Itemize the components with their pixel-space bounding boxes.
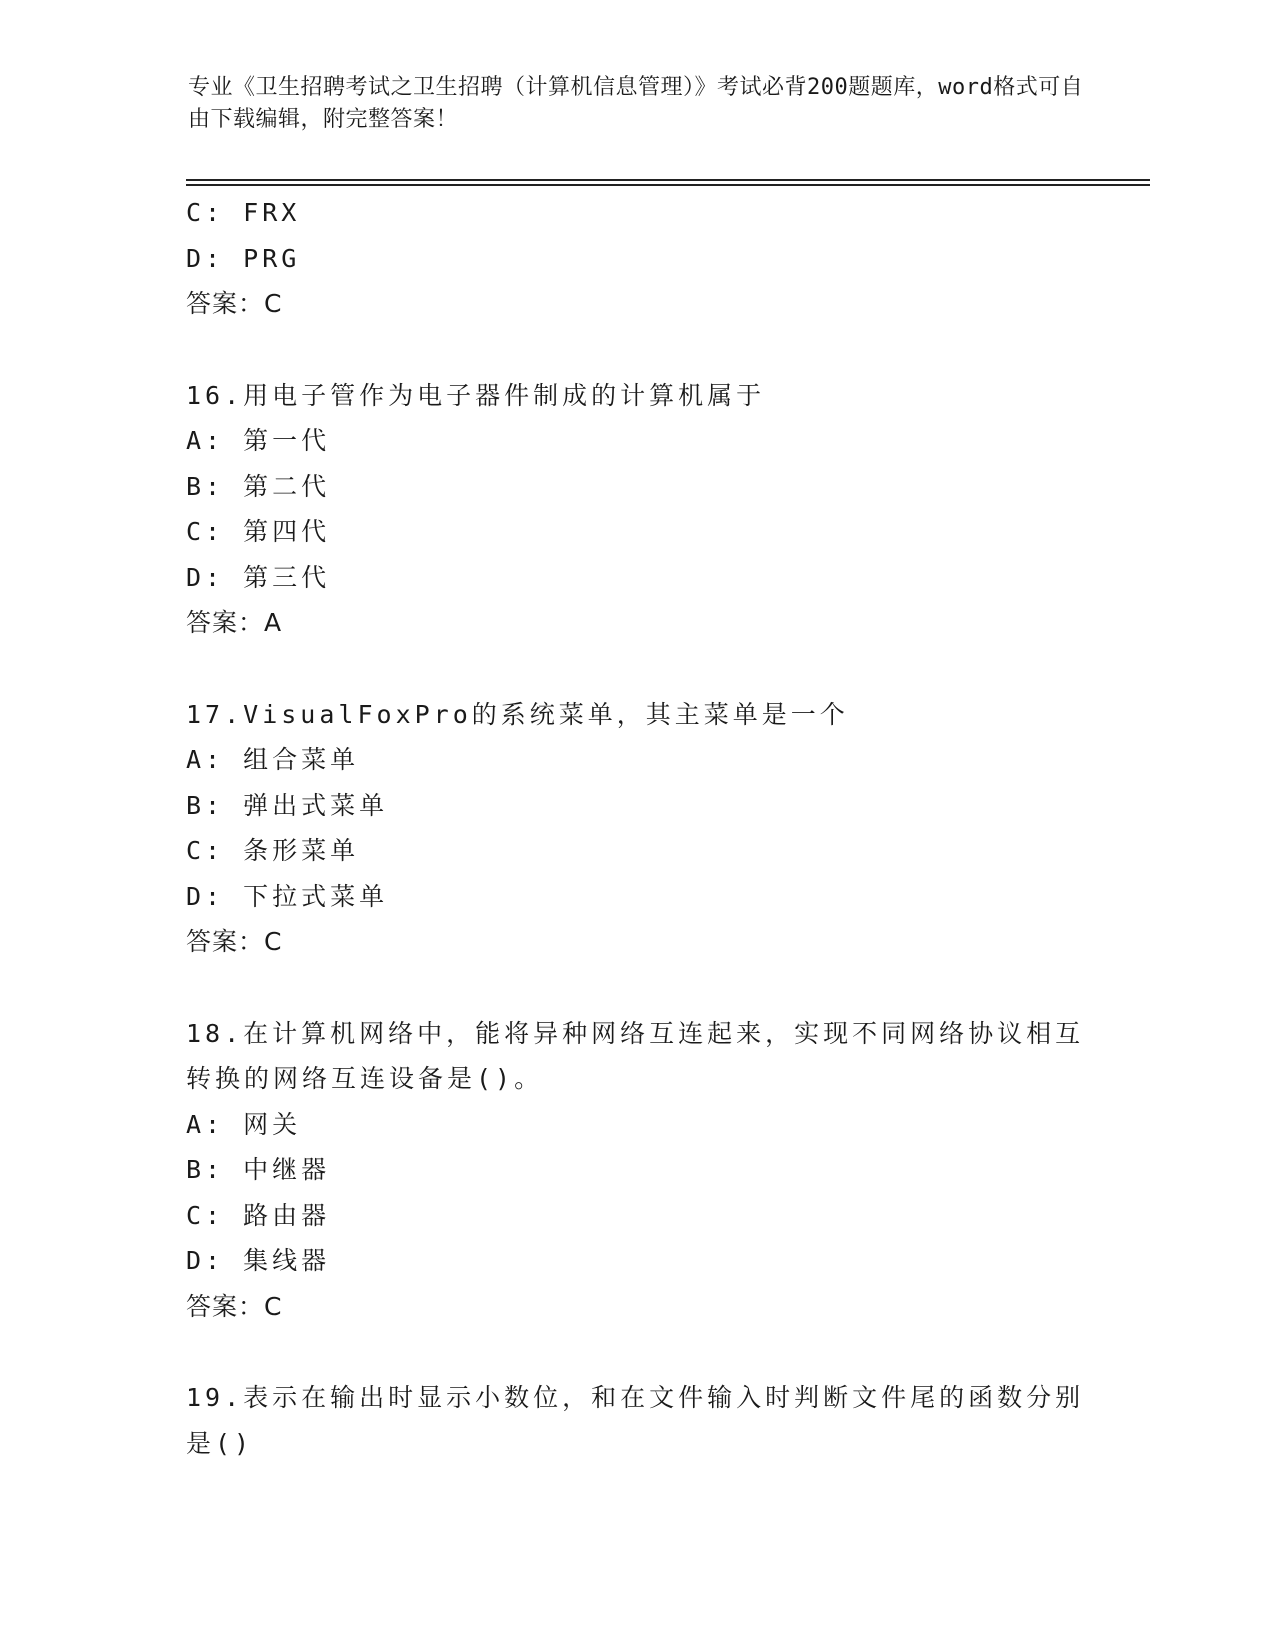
option-d: D: PRG xyxy=(186,243,301,273)
carryover-block xyxy=(186,190,1086,327)
option-d: D: 集线器 xyxy=(186,1246,331,1275)
option-c: C: 条形菜单 xyxy=(186,836,360,865)
answer: 答案：A xyxy=(186,608,283,637)
answer: 答案：C xyxy=(186,1291,283,1321)
document-header: 专业《卫生招聘考试之卫生招聘（计算机信息管理）》考试必背200题题库，word格式可自由下载编辑，附完整答案！ xyxy=(188,75,1084,132)
exam-content xyxy=(186,190,1086,1466)
option-b: B: 中继器 xyxy=(186,1155,331,1184)
option-d: D: 下拉式菜单 xyxy=(186,881,389,911)
header-divider-top xyxy=(186,179,1150,181)
question-19 xyxy=(186,1375,1086,1466)
question-text: 19.表示在输出时显示小数位，和在文件输入时判断文件尾的函数分别是() xyxy=(186,1383,1085,1458)
option-b: B: 弹出式菜单 xyxy=(186,790,389,820)
question-18 xyxy=(186,1011,1086,1330)
question-text: 16.用电子管作为电子器件制成的计算机属于 xyxy=(186,380,766,410)
question-text: 18.在计算机网络中，能将异种网络互连起来，实现不同网络协议相互转换的网络互连设备是()。 xyxy=(186,1018,1085,1093)
option-b: B: 第二代 xyxy=(186,471,331,501)
option-d: D: 第三代 xyxy=(186,562,331,592)
answer: 答案：C xyxy=(186,927,283,956)
header-divider-bottom xyxy=(186,184,1150,186)
option-c: C: 路由器 xyxy=(186,1200,331,1230)
option-c: C: 第四代 xyxy=(186,517,331,546)
option-a: A: 第一代 xyxy=(186,426,331,455)
question-text: 17.VisualFoxPro的系统菜单，其主菜单是一个 xyxy=(186,699,849,729)
question-16 xyxy=(186,373,1086,646)
option-a: A: 组合菜单 xyxy=(186,745,360,774)
option-a: A: 网关 xyxy=(186,1109,302,1139)
question-17 xyxy=(186,692,1086,965)
option-c: C: FRX xyxy=(186,198,301,227)
answer: 答案：C xyxy=(186,289,283,318)
